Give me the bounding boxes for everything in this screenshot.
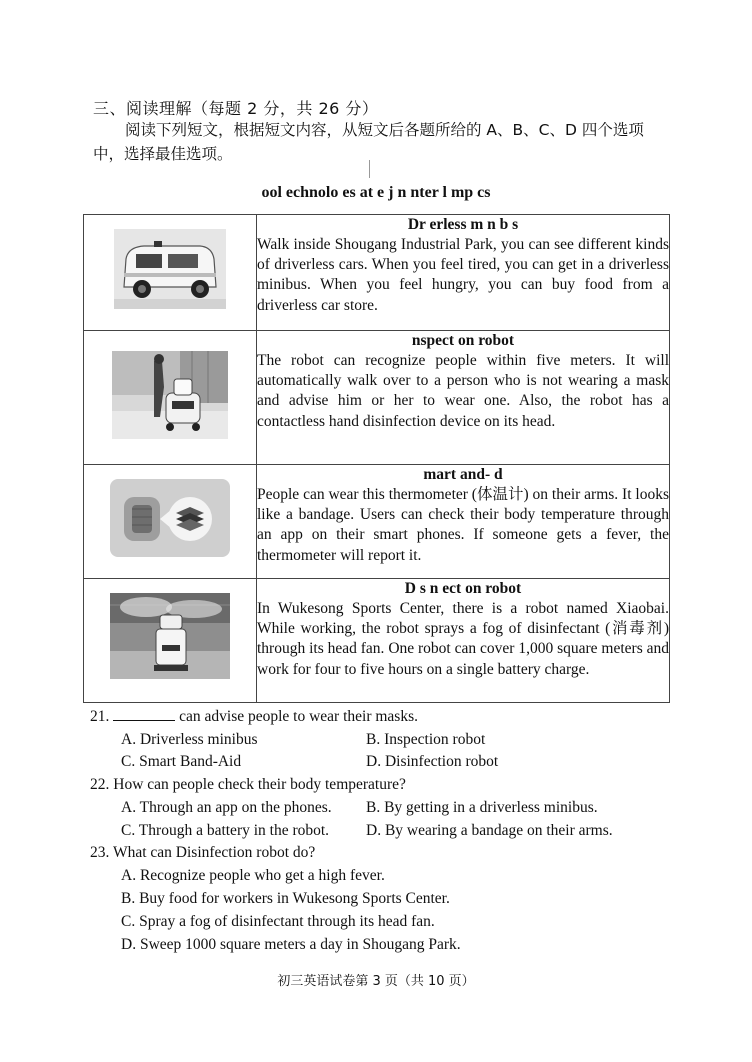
table-title: ool echnolo es at e j n nter l mp cs <box>261 184 491 201</box>
question-21 <box>90 706 418 728</box>
question-22: 22. How can people check their body temperature? <box>90 776 406 793</box>
option-b[interactable]: B. Inspection robot <box>366 731 486 748</box>
table-row <box>84 215 670 331</box>
option-c[interactable]: C. Spray a fog of disinfectant through its head fan. <box>121 913 435 930</box>
technology-table <box>83 214 670 703</box>
item-description: The robot can recognize people within five meters. It will automatically walk over to a person who is not wearing a mask and advise him or her to wear one. Also, the robot has a contactless hand disinfection device on its head. <box>257 352 669 430</box>
disinfection-robot-photo <box>84 579 257 703</box>
question-23: 23. What can Disinfection robot do? <box>90 844 316 861</box>
scan-mark <box>369 160 373 178</box>
inspection-robot-photo <box>84 331 257 465</box>
question-stem: can advise people to wear their masks. <box>179 708 418 725</box>
answer-blank[interactable] <box>113 706 175 721</box>
option-a[interactable]: A. Through an app on the phones. <box>121 799 332 816</box>
table-row <box>84 331 670 465</box>
page-footer: 初三英语试卷第 3 页（共 10 页） <box>277 974 475 989</box>
item-description: Walk inside Shougang Industrial Park, you can see different kinds of driverless cars. When you feel tired, you can get in a driverless minibus. When you feel hungry, you can buy food from a driverless car store. <box>257 236 669 314</box>
question-number: 21. <box>90 708 110 725</box>
option-b[interactable]: B. Buy food for workers in Wukesong Sports Center. <box>121 890 450 907</box>
option-b[interactable]: B. By getting in a driverless minibus. <box>366 799 598 816</box>
option-c[interactable]: C. Smart Band-Aid <box>121 753 242 770</box>
item-name: nspect on robot <box>411 332 515 349</box>
section-title: 三、阅读理解（每题 2 分，共 26 分） <box>93 99 379 118</box>
item-description: In Wukesong Sports Center, there is a robot named Xiaobai. While working, the robot sprays a fog of disinfectant (消毒剂) through its head fan. One robot can cover 1,000 square meters and work for four to five hours on a single battery charge. <box>257 600 669 678</box>
option-c[interactable]: C. Through a battery in the robot. <box>121 822 330 839</box>
table-row <box>84 579 670 703</box>
item-description: People can wear this thermometer (体温计) on their arms. It looks like a bandage. Users can check their body temperature through an app on their smart phones. If someone gets a fever, the thermometer will report it. <box>257 486 669 564</box>
driverless-minibus-photo <box>84 215 257 331</box>
smart-band-aid-photo <box>84 465 257 579</box>
option-d[interactable]: D. Disinfection robot <box>366 753 499 770</box>
instructions: 阅读下列短文，根据短文内容，从短文后各题所给的 A、B、C、D 四个选项中，选择最佳选项。 <box>93 121 644 163</box>
item-name: mart and- d <box>423 466 503 483</box>
table-row <box>84 465 670 579</box>
item-name: Dr erless m n b s <box>407 216 519 233</box>
item-name: D s n ect on robot <box>404 580 522 597</box>
option-d[interactable]: D. By wearing a bandage on their arms. <box>366 822 613 839</box>
option-a[interactable]: A. Driverless minibus <box>121 731 258 748</box>
option-a[interactable]: A. Recognize people who get a high fever. <box>121 867 385 884</box>
option-d[interactable]: D. Sweep 1000 square meters a day in Shougang Park. <box>121 936 461 953</box>
